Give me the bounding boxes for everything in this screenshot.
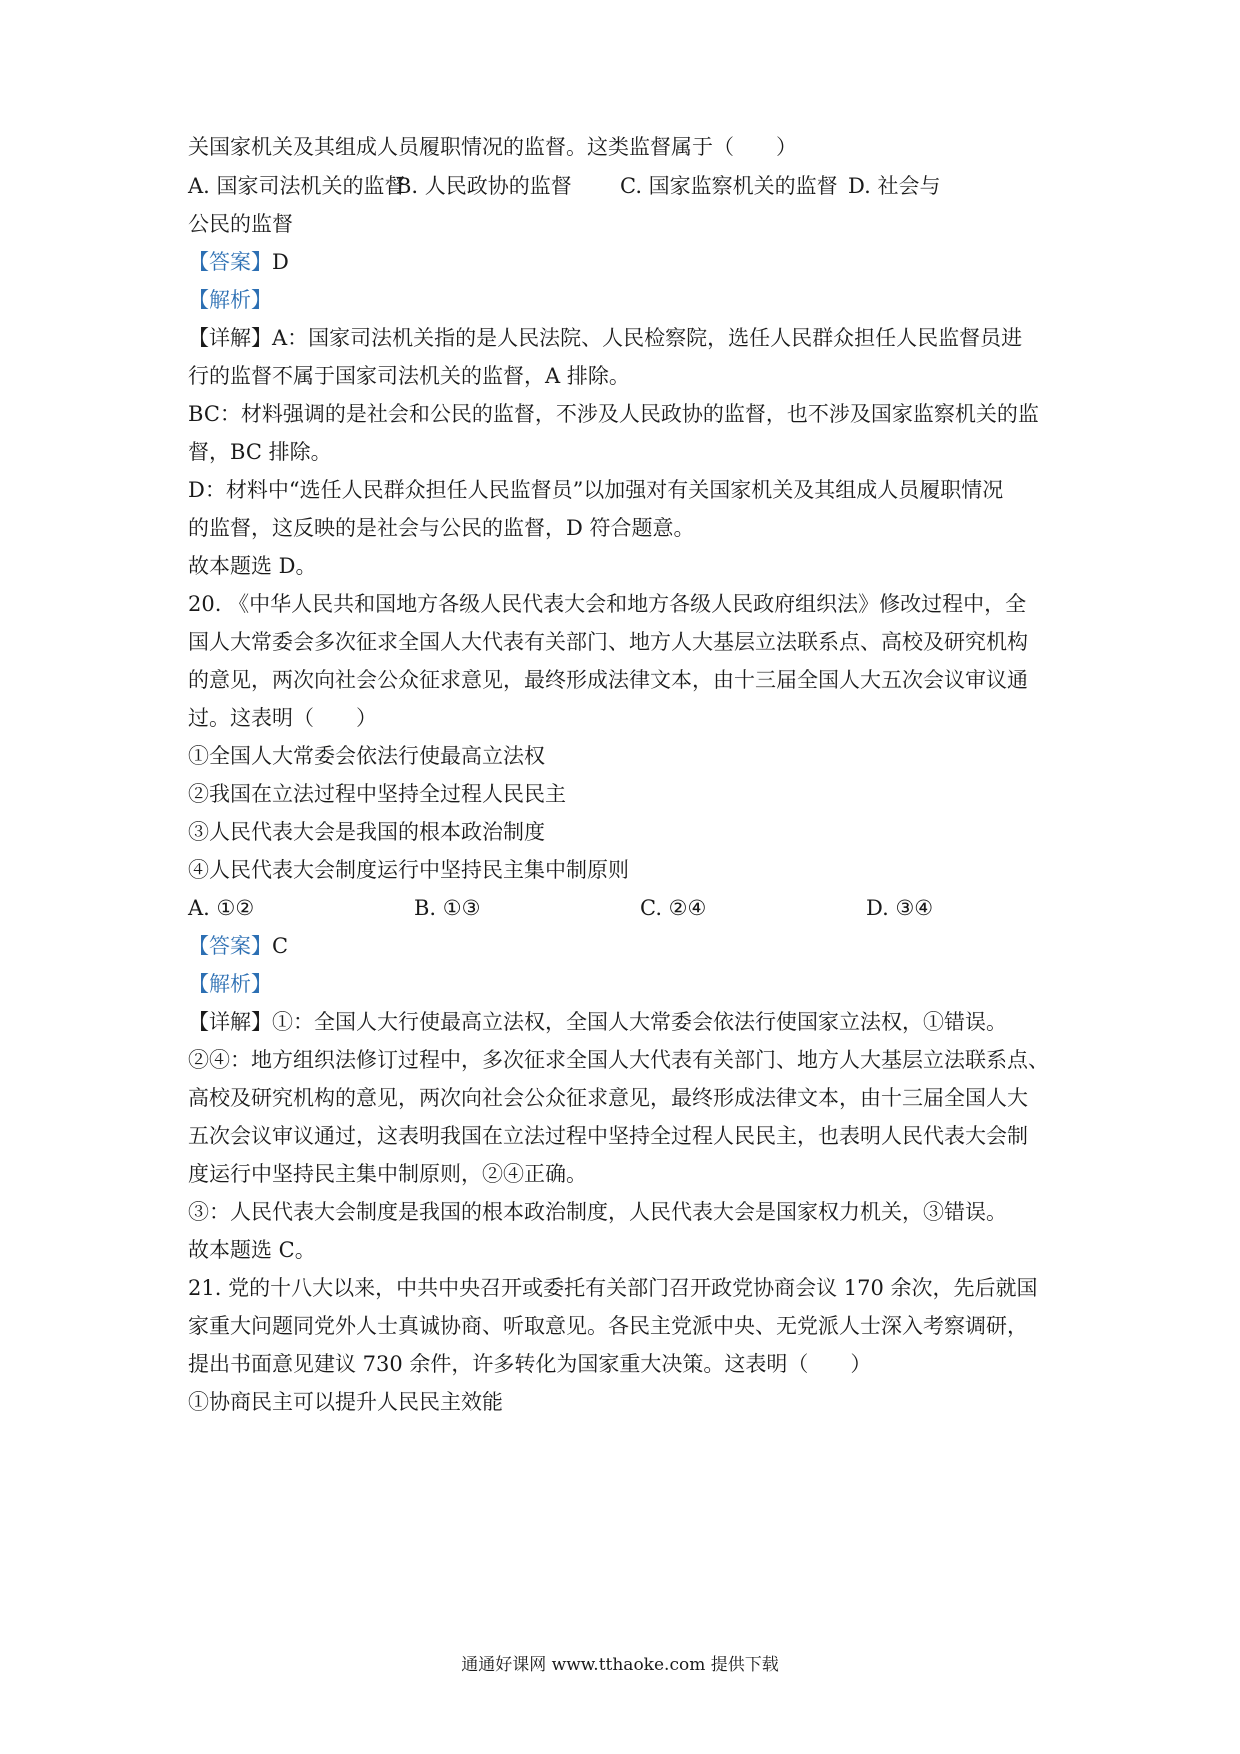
answer-value: C xyxy=(272,934,289,958)
q20-statement-2: ②我国在立法过程中坚持全过程人民民主 xyxy=(188,782,566,806)
q20-option-c: C. ②④ xyxy=(640,896,707,920)
q20-stem-line: 过。这表明（ ） xyxy=(188,706,377,730)
q20-option-a: A. ①② xyxy=(188,896,255,920)
answer-value: D xyxy=(272,250,289,274)
q20-answer xyxy=(188,932,288,960)
q20-stem-line: 的意见，两次向社会公众征求意见，最终形成法律文本，由十三届全国人大五次会议审议通 xyxy=(188,668,1028,692)
q19-detail-line: 的监督，这反映的是社会与公民的监督，D 符合题意。 xyxy=(188,516,695,540)
q20-option-d: D. ③④ xyxy=(866,896,934,920)
q19-detail-line xyxy=(188,324,1022,352)
q19-option-a: A. 国家司法机关的监督 xyxy=(188,174,406,198)
q21-stem-line: 21. 党的十八大以来，中共中央召开或委托有关部门召开政党协商会议 170 余次，先后就国 xyxy=(188,1276,1038,1300)
page-footer: 通通好课网 www.tthaoke.com 提供下载 xyxy=(461,1655,779,1675)
q21-stem-line: 提出书面意见建议 730 余件，许多转化为国家重大决策。这表明（ ） xyxy=(188,1352,872,1376)
q20-detail-line: ②④：地方组织法修订过程中，多次征求全国人大代表有关部门、地方人大基层立法联系点、 xyxy=(188,1048,1049,1072)
q21-statement-1: ①协商民主可以提升人民民主效能 xyxy=(188,1390,503,1414)
q19-stem-tail: 关国家机关及其组成人员履职情况的监督。这类监督属于（ ） xyxy=(188,135,797,159)
answer-label: 【答案】 xyxy=(188,250,272,274)
q21-stem-line: 家重大问题同党外人士真诚协商、听取意见。各民主党派中央、无党派人士深入考察调研， xyxy=(188,1314,1028,1338)
detail-text: ①：全国人大行使最高立法权，全国人大常委会依法行使国家立法权，①错误。 xyxy=(272,1010,1007,1034)
q19-detail-line: BC：材料强调的是社会和公民的监督，不涉及人民政协的监督，也不涉及国家监察机关的监 xyxy=(188,402,1039,426)
q19-option-c: C. 国家监察机关的监督 xyxy=(620,174,838,198)
q20-detail-line: ③：人民代表大会制度是我国的根本政治制度，人民代表大会是国家权力机关，③错误。 xyxy=(188,1200,1007,1224)
detail-label: 【详解】 xyxy=(188,1010,272,1034)
q20-detail-line: 高校及研究机构的意见，两次向社会公众征求意见，最终形成法律文本，由十三届全国人大 xyxy=(188,1086,1028,1110)
q19-answer xyxy=(188,248,289,276)
q20-analysis-label: 【解析】 xyxy=(188,972,272,996)
q19-option-d: D. 社会与 xyxy=(848,174,941,198)
q20-detail-line: 五次会议审议通过，这表明我国在立法过程中坚持全过程人民民主，也表明人民代表大会制 xyxy=(188,1124,1028,1148)
q20-statement-1: ①全国人大常委会依法行使最高立法权 xyxy=(188,744,545,768)
q20-stem-line: 国人大常委会多次征求全国人大代表有关部门、地方人大基层立法联系点、高校及研究机构 xyxy=(188,630,1028,654)
q20-detail-line: 度运行中坚持民主集中制原则，②④正确。 xyxy=(188,1162,587,1186)
q20-option-b: B. ①③ xyxy=(414,896,481,920)
detail-text: A：国家司法机关指的是人民法院、人民检察院，选任人民群众担任人民监督员进 xyxy=(272,326,1023,350)
q20-statement-3: ③人民代表大会是我国的根本政治制度 xyxy=(188,820,545,844)
answer-label: 【答案】 xyxy=(188,934,272,958)
q19-detail-line: D：材料中“选任人民群众担任人民监督员”以加强对有关国家机关及其组成人员履职情况 xyxy=(188,478,1004,502)
q19-detail-line: 行的监督不属于国家司法机关的监督，A 排除。 xyxy=(188,364,630,388)
detail-label: 【详解】 xyxy=(188,326,272,350)
q19-option-d-continued: 公民的监督 xyxy=(188,212,293,236)
q20-stem-line: 20. 《中华人民共和国地方各级人民代表大会和地方各级人民政府组织法》修改过程中，全 xyxy=(188,592,1027,616)
q20-detail-line xyxy=(188,1008,1007,1036)
q19-detail-line: 督，BC 排除。 xyxy=(188,440,332,464)
q20-conclusion: 故本题选 C。 xyxy=(188,1238,316,1262)
q20-statement-4: ④人民代表大会制度运行中坚持民主集中制原则 xyxy=(188,858,629,882)
q19-analysis-label: 【解析】 xyxy=(188,288,272,312)
q19-option-b: B. 人民政协的监督 xyxy=(396,174,572,198)
q19-conclusion: 故本题选 D。 xyxy=(188,554,317,578)
